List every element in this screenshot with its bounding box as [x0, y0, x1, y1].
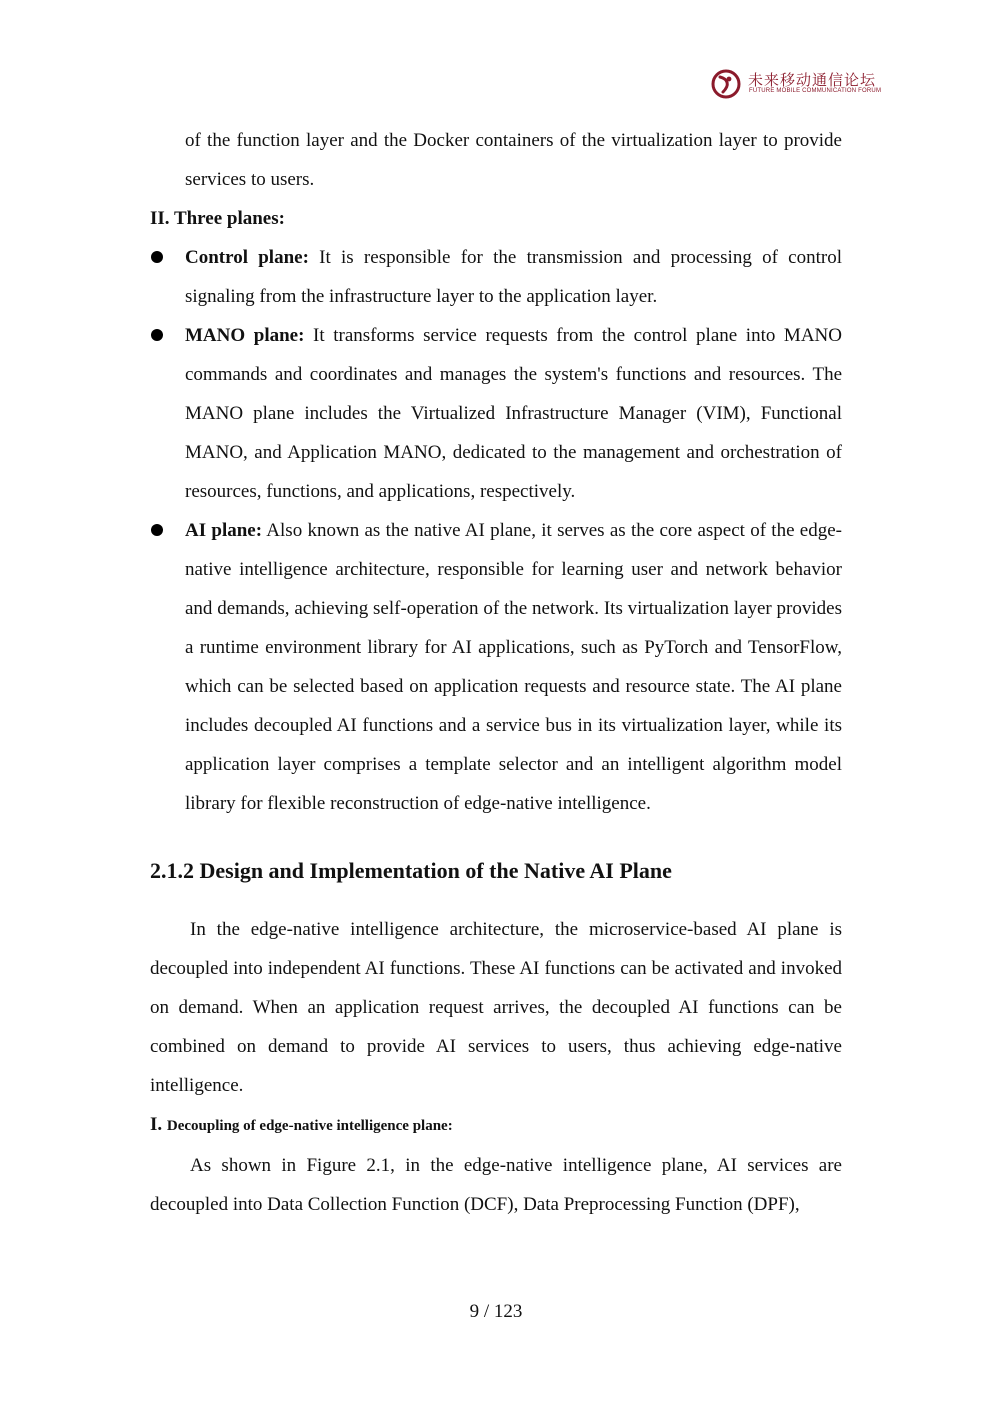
document-body	[150, 121, 842, 1224]
bullet-text: It transforms service requests from the control plane into MANO commands and coordinates and manages the system's functions and resources. The MANO plane includes the Virtualized Infrastructure Manager (VIM), Functional MANO, and Application MANO, dedicated to the management and orchestration of resources, functions, and applications, respectively.	[185, 325, 842, 502]
section-paragraph: In the edge-native intelligence architecture, the microservice-based AI plane is decoupled into independent AI functions. These AI functions can be activated and invoked on demand. When an application request arrives, the decoupled AI functions can be combined on demand to provide AI services to users, thus achieving edge-native intelligence.	[150, 919, 842, 1096]
intro-paragraph: of the function layer and the Docker containers of the virtualization layer to provide services to users.	[185, 130, 842, 190]
subsection-heading	[150, 1105, 842, 1146]
bullet-mano-plane	[150, 316, 842, 511]
subsection-title: Decoupling of edge-native intelligence plane:	[166, 1118, 453, 1134]
forum-logo-icon	[710, 68, 742, 100]
logo-chinese-text: 未来移动通信论坛	[748, 71, 877, 89]
subsection-paragraph: As shown in Figure 2.1, in the edge-native intelligence plane, AI services are decoupled into Data Collection Function (DCF), Data Preprocessing Function (DPF),	[150, 1155, 842, 1215]
header-logo	[710, 68, 890, 100]
bullet-ai-plane	[150, 511, 842, 823]
bullet-dot-icon	[151, 329, 163, 341]
bullet-paragraph	[185, 511, 842, 823]
subsection-number: I.	[150, 1114, 163, 1135]
bullet-text: It is responsible for the transmission and processing of control signaling from the infrastructure layer to the application layer.	[185, 247, 842, 307]
logo-english-text: FUTURE MOBILE COMMUNICATION FORUM	[749, 88, 882, 94]
page-number: 9 / 123	[469, 1301, 523, 1322]
bullet-text: Also known as the native AI plane, it serves as the core aspect of the edge-native intelligence architecture, responsible for learning user and network behavior and demands, achieving self-operation of the network. Its virtualization layer provides a runtime environment library for AI applications, such as PyTorch and TensorFlow, which can be selected based on application requests and resource state. The AI plane includes decoupled AI functions and a service bus in its virtualization layer, while its application layer comprises a template selector and an intelligent algorithm model library for flexible reconstruction of edge-native intelligence.	[185, 520, 842, 814]
bullet-title: MANO plane:	[185, 325, 305, 346]
bullet-title: AI plane:	[185, 520, 263, 541]
bullet-title: Control plane:	[185, 247, 309, 268]
three-planes-heading: II. Three planes:	[150, 208, 285, 229]
bullet-dot-icon	[151, 251, 163, 263]
bullet-dot-icon	[151, 524, 163, 536]
bullet-paragraph	[185, 238, 842, 316]
bullet-paragraph	[185, 316, 842, 511]
bullet-control-plane	[150, 238, 842, 316]
section-title: 2.1.2 Design and Implementation of the Native AI Plane	[150, 858, 672, 883]
